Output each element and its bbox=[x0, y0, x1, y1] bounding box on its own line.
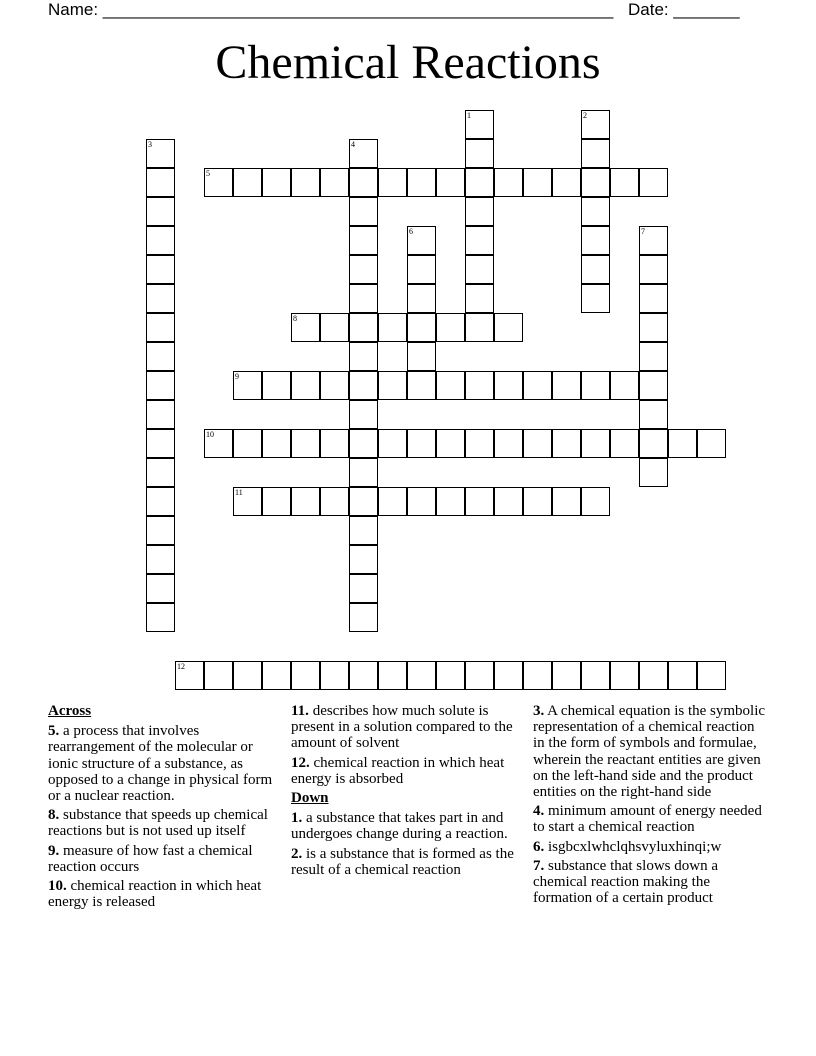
crossword-cell[interactable] bbox=[581, 429, 610, 458]
clues-column-2 bbox=[291, 703, 524, 881]
crossword-cell[interactable] bbox=[291, 661, 320, 690]
crossword-cell[interactable] bbox=[465, 313, 494, 342]
crossword-cell[interactable] bbox=[610, 429, 639, 458]
crossword-cell[interactable] bbox=[204, 429, 233, 458]
crossword-cell[interactable] bbox=[349, 197, 378, 226]
crossword-cell[interactable] bbox=[552, 661, 581, 690]
across-heading: Across bbox=[48, 703, 92, 719]
crossword-cell[interactable] bbox=[436, 313, 465, 342]
crossword-cell[interactable] bbox=[378, 371, 407, 400]
crossword-cell[interactable] bbox=[668, 429, 697, 458]
crossword-cell[interactable] bbox=[581, 255, 610, 284]
clue-down-3: 3. A chemical equation is the symbolic representation of a chemical reaction in the form of symbols and formulae, wherein the reactant entities are given on the left-hand side and the product entities on the right-hand side bbox=[533, 703, 766, 801]
crossword-cell[interactable] bbox=[552, 429, 581, 458]
crossword-cell[interactable] bbox=[349, 603, 378, 632]
crossword-cell[interactable] bbox=[639, 284, 668, 313]
crossword-cell[interactable] bbox=[378, 429, 407, 458]
crossword-cell[interactable] bbox=[320, 313, 349, 342]
crossword-cell[interactable] bbox=[639, 255, 668, 284]
crossword-cell[interactable] bbox=[552, 168, 581, 197]
clue-across-8: 8. substance that speeds up chemical reactions but is not used up itself bbox=[48, 807, 268, 840]
crossword-cell[interactable] bbox=[146, 197, 175, 226]
crossword-cell[interactable] bbox=[494, 661, 523, 690]
crossword-cell[interactable] bbox=[349, 400, 378, 429]
crossword-cell[interactable] bbox=[581, 110, 610, 139]
clue-number: 3 bbox=[148, 140, 152, 149]
crossword-cell[interactable] bbox=[291, 487, 320, 516]
clue-across-10: 10. chemical reaction in which heat energy is released bbox=[48, 878, 262, 911]
crossword-cell[interactable] bbox=[349, 458, 378, 487]
crossword-cell[interactable] bbox=[146, 342, 175, 371]
clue-number: 7 bbox=[641, 227, 645, 236]
crossword-cell[interactable] bbox=[146, 139, 175, 168]
clue-number: 4 bbox=[351, 140, 355, 149]
crossword-cell[interactable] bbox=[552, 487, 581, 516]
crossword-cell[interactable] bbox=[349, 313, 378, 342]
crossword-cell[interactable] bbox=[320, 371, 349, 400]
crossword-cell[interactable] bbox=[581, 139, 610, 168]
crossword-cell[interactable] bbox=[523, 487, 552, 516]
crossword-cell[interactable] bbox=[465, 139, 494, 168]
clue-number: 6 bbox=[409, 227, 413, 236]
crossword-cell[interactable] bbox=[320, 168, 349, 197]
clues-column-3 bbox=[533, 703, 769, 909]
crossword-cell[interactable] bbox=[291, 313, 320, 342]
crossword-cell[interactable] bbox=[465, 168, 494, 197]
crossword-cell[interactable] bbox=[349, 516, 378, 545]
crossword-cell[interactable] bbox=[349, 371, 378, 400]
clue-across-12: 12. chemical reaction in which heat energy is absorbed bbox=[291, 754, 505, 787]
crossword-cell[interactable] bbox=[349, 545, 378, 574]
crossword-cell[interactable] bbox=[378, 313, 407, 342]
crossword-cell[interactable] bbox=[407, 226, 436, 255]
crossword-cell[interactable] bbox=[262, 661, 291, 690]
crossword-cell[interactable] bbox=[436, 371, 465, 400]
crossword-cell[interactable] bbox=[146, 168, 175, 197]
crossword-cell[interactable] bbox=[349, 168, 378, 197]
crossword-cell[interactable] bbox=[146, 255, 175, 284]
clues-column-1 bbox=[48, 703, 280, 913]
crossword-cell[interactable] bbox=[465, 429, 494, 458]
crossword-cell[interactable] bbox=[146, 284, 175, 313]
crossword-cell[interactable] bbox=[349, 226, 378, 255]
crossword-cell[interactable] bbox=[349, 574, 378, 603]
crossword-cell[interactable] bbox=[233, 487, 262, 516]
crossword-cell[interactable] bbox=[262, 429, 291, 458]
crossword-cell[interactable] bbox=[407, 313, 436, 342]
clue-number: 5 bbox=[206, 169, 210, 178]
crossword-cell[interactable] bbox=[349, 139, 378, 168]
crossword-cell[interactable] bbox=[146, 371, 175, 400]
crossword-cell[interactable] bbox=[146, 429, 175, 458]
crossword-cell[interactable] bbox=[494, 487, 523, 516]
crossword-cell[interactable] bbox=[436, 429, 465, 458]
crossword-cell[interactable] bbox=[204, 168, 233, 197]
crossword-cell[interactable] bbox=[465, 110, 494, 139]
crossword-cell[interactable] bbox=[639, 400, 668, 429]
clue-down-1: 1. a substance that takes part in and undergoes change during a reaction. bbox=[291, 810, 508, 843]
crossword-cell[interactable] bbox=[320, 429, 349, 458]
date-field[interactable]: Date: _______ bbox=[628, 0, 740, 19]
crossword-cell[interactable] bbox=[349, 429, 378, 458]
crossword-cell[interactable] bbox=[233, 429, 262, 458]
crossword-cell[interactable] bbox=[291, 371, 320, 400]
crossword-cell[interactable] bbox=[465, 255, 494, 284]
clue-number: 11 bbox=[235, 488, 243, 497]
crossword-cell[interactable] bbox=[262, 371, 291, 400]
crossword-cell[interactable] bbox=[146, 574, 175, 603]
crossword-cell[interactable] bbox=[436, 661, 465, 690]
clue-number: 8 bbox=[293, 314, 297, 323]
crossword-cell[interactable] bbox=[407, 661, 436, 690]
clue-down-2: 2. is a substance that is formed as the result of a chemical reaction bbox=[291, 845, 514, 878]
crossword-cell[interactable] bbox=[581, 371, 610, 400]
crossword-cell[interactable] bbox=[581, 661, 610, 690]
crossword-cell[interactable] bbox=[639, 313, 668, 342]
crossword-cell[interactable] bbox=[581, 284, 610, 313]
crossword-cell[interactable] bbox=[523, 168, 552, 197]
crossword-cell[interactable] bbox=[639, 429, 668, 458]
crossword-cell[interactable] bbox=[407, 371, 436, 400]
clue-across-11: 11. describes how much solute is present in a solution compared to the amount of solvent bbox=[291, 703, 513, 752]
clue-down-4: 4. minimum amount of energy needed to start a chemical reaction bbox=[533, 803, 762, 836]
crossword-cell[interactable] bbox=[639, 226, 668, 255]
crossword-cell[interactable] bbox=[523, 661, 552, 690]
clue-down-7: 7. substance that slows down a chemical reaction making the formation of a certain product bbox=[533, 857, 718, 907]
crossword-cell[interactable] bbox=[552, 371, 581, 400]
crossword-cell[interactable] bbox=[146, 603, 175, 632]
crossword-cell[interactable] bbox=[233, 661, 262, 690]
crossword-cell[interactable] bbox=[407, 487, 436, 516]
name-field[interactable]: Name: ______________________________________________________ bbox=[48, 0, 614, 19]
crossword-cell[interactable] bbox=[523, 429, 552, 458]
crossword-cell[interactable] bbox=[494, 313, 523, 342]
crossword-cell[interactable] bbox=[465, 284, 494, 313]
crossword-cell[interactable] bbox=[146, 226, 175, 255]
crossword-cell[interactable] bbox=[349, 284, 378, 313]
crossword-cell[interactable] bbox=[407, 255, 436, 284]
crossword-cell[interactable] bbox=[378, 168, 407, 197]
crossword-cell[interactable] bbox=[204, 661, 233, 690]
clue-across-5: 5. a process that involves rearrangement of the molecular or ionic structure of a substance, as opposed to a change in physical form or a nuclear reaction. bbox=[48, 723, 273, 805]
crossword-cell[interactable] bbox=[610, 371, 639, 400]
crossword-cell[interactable] bbox=[639, 371, 668, 400]
crossword-cell[interactable] bbox=[146, 545, 175, 574]
clue-number: 2 bbox=[583, 111, 587, 120]
crossword-cell[interactable] bbox=[349, 487, 378, 516]
crossword-cell[interactable] bbox=[465, 661, 494, 690]
crossword-cell[interactable] bbox=[639, 661, 668, 690]
crossword-cell[interactable] bbox=[349, 342, 378, 371]
crossword-cell[interactable] bbox=[581, 487, 610, 516]
crossword-cell[interactable] bbox=[407, 429, 436, 458]
crossword-cell[interactable] bbox=[494, 168, 523, 197]
crossword-cell[interactable] bbox=[581, 168, 610, 197]
crossword-cell[interactable] bbox=[697, 429, 726, 458]
page-title: Chemical Reactions bbox=[215, 36, 601, 89]
crossword-cell[interactable] bbox=[639, 458, 668, 487]
crossword-cell[interactable] bbox=[581, 197, 610, 226]
clue-number: 10 bbox=[206, 430, 214, 439]
clue-number: 1 bbox=[467, 111, 471, 120]
crossword-cell[interactable] bbox=[465, 197, 494, 226]
crossword-cell[interactable] bbox=[465, 371, 494, 400]
crossword-cell[interactable] bbox=[349, 255, 378, 284]
crossword-cell[interactable] bbox=[610, 168, 639, 197]
crossword-cell[interactable] bbox=[262, 487, 291, 516]
crossword-cell[interactable] bbox=[349, 661, 378, 690]
crossword-cell[interactable] bbox=[146, 516, 175, 545]
crossword-cell[interactable] bbox=[233, 168, 262, 197]
crossword-cell[interactable] bbox=[146, 487, 175, 516]
crossword-cell[interactable] bbox=[378, 661, 407, 690]
crossword-cell[interactable] bbox=[610, 661, 639, 690]
crossword-cell[interactable] bbox=[146, 313, 175, 342]
crossword-cell[interactable] bbox=[697, 661, 726, 690]
crossword-cell[interactable] bbox=[407, 284, 436, 313]
crossword-cell[interactable] bbox=[523, 371, 552, 400]
crossword-cell[interactable] bbox=[436, 168, 465, 197]
clue-number: 9 bbox=[235, 372, 239, 381]
crossword-cell[interactable] bbox=[378, 487, 407, 516]
crossword-cell[interactable] bbox=[639, 168, 668, 197]
crossword-cell[interactable] bbox=[146, 400, 175, 429]
clue-down-6: 6. isgbcxlwhclqhsvyluxhinqi;w bbox=[533, 838, 722, 855]
crossword-cell[interactable] bbox=[291, 168, 320, 197]
crossword-cell[interactable] bbox=[436, 487, 465, 516]
clue-number: 12 bbox=[177, 662, 185, 671]
crossword-cell[interactable] bbox=[407, 168, 436, 197]
crossword-cell[interactable] bbox=[320, 661, 349, 690]
crossword-cell[interactable] bbox=[494, 371, 523, 400]
crossword-cell[interactable] bbox=[494, 429, 523, 458]
crossword-cell[interactable] bbox=[233, 371, 262, 400]
crossword-cell[interactable] bbox=[581, 226, 610, 255]
crossword-cell[interactable] bbox=[407, 342, 436, 371]
crossword-cell[interactable] bbox=[291, 429, 320, 458]
crossword-cell[interactable] bbox=[639, 342, 668, 371]
crossword-cell[interactable] bbox=[668, 661, 697, 690]
crossword-cell[interactable] bbox=[465, 226, 494, 255]
crossword-cell[interactable] bbox=[146, 458, 175, 487]
down-heading: Down bbox=[291, 790, 329, 807]
crossword-cell[interactable] bbox=[262, 168, 291, 197]
crossword-cell[interactable] bbox=[465, 487, 494, 516]
crossword-cell[interactable] bbox=[320, 487, 349, 516]
clue-across-9: 9. measure of how fast a chemical reaction occurs bbox=[48, 842, 253, 875]
crossword-cell[interactable] bbox=[175, 661, 204, 690]
